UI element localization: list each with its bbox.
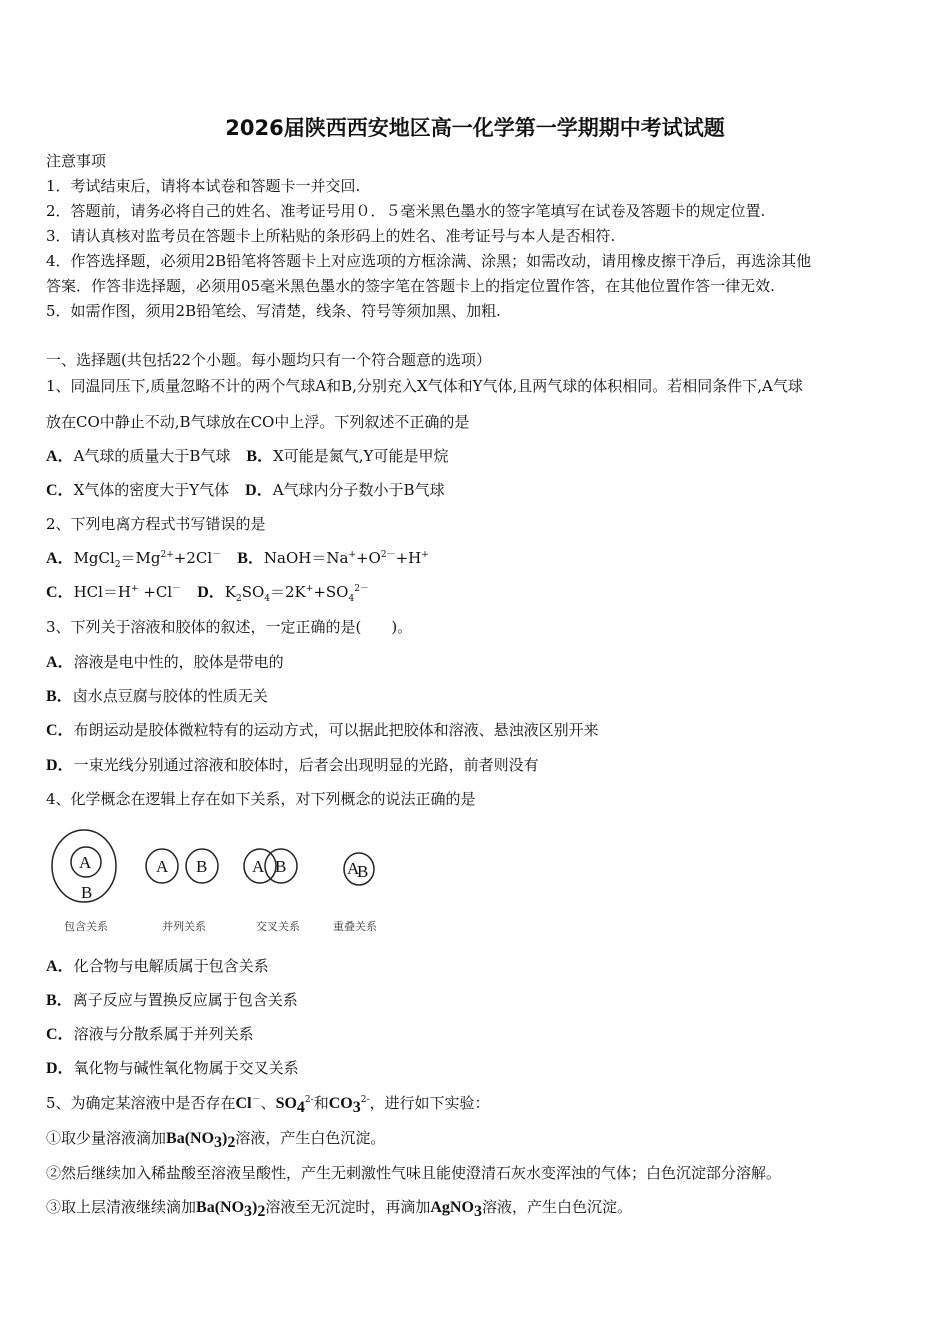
svg-text:A: A xyxy=(347,859,360,878)
option-a-formula: $MgCl_2=Mg^{2+}+2Cl^-$ xyxy=(73,549,222,570)
notice-item: 5．如需作图，须用2B铅笔绘、写清楚，线条、符号等须加黑、加粗. xyxy=(46,302,501,320)
label-overlap: 重叠关系 xyxy=(333,920,377,933)
option-d-formula: $K_2SO_4=2K^++SO_4^{2-}$ xyxy=(224,583,369,604)
option-b-text: 卤水点豆腐与胶体的性质无关 xyxy=(72,687,268,705)
svg-text:A: A xyxy=(79,853,92,872)
set-relationship-diagram xyxy=(46,826,396,936)
question-3-stem: 3、下列关于溶液和胶体的叙述，一定正确的是( )。 xyxy=(46,618,413,636)
option-letter-c: C． xyxy=(46,482,74,499)
question-5-step-3: ③取上层清液继续滴加$Ba(NO_3)_2$溶液至无沉淀时，再滴加AgNO$_3$溶液，产生白色沉淀。 xyxy=(46,1198,632,1220)
svg-text:B: B xyxy=(81,883,93,902)
option-letter-d: D． xyxy=(197,584,225,601)
option-d-text: 氧化物与碱性氧化物属于交叉关系 xyxy=(73,1059,299,1077)
notice-item: 1．考试结束后，请将本试卷和答题卡一并交回. xyxy=(46,177,361,195)
option-letter-b: B． xyxy=(46,688,73,705)
option-letter-a: A． xyxy=(46,550,74,567)
svg-text:B: B xyxy=(196,857,208,876)
question-3-option-c xyxy=(46,720,599,741)
option-letter-a: A． xyxy=(46,958,74,975)
question-4-option-d xyxy=(46,1058,299,1079)
option-letter-b: B． xyxy=(237,550,264,567)
notice-item: 4．作答选择题，必须用2B铅笔将答题卡上对应选项的方框涂满、涂黑；如需改动，请用橡皮擦干净后，再选涂其他 xyxy=(46,252,812,270)
option-letter-c: C． xyxy=(46,722,74,739)
question-4-option-c xyxy=(46,1024,254,1045)
question-1-stem-cont: 放在CO中静止不动,B气球放在CO中上浮。下列叙述不正确的是 xyxy=(46,413,470,431)
venn-circles-icon xyxy=(46,826,396,916)
notice-item: 2．答题前，请务必将自己的姓名、准考证号用０．５毫米黑色墨水的签字笔填写在试卷及答题卡的规定位置. xyxy=(46,202,766,220)
option-b-text: 离子反应与置换反应属于包含关系 xyxy=(72,991,298,1009)
question-5-step-2: ②然后继续加入稀盐酸至溶液呈酸性，产生无刺激性气味且能使澄清石灰水变浑浊的气体；白色沉淀部分溶解。 xyxy=(46,1164,782,1182)
label-intersection: 交叉关系 xyxy=(256,920,300,933)
question-1-stem: 1、同温同压下,质量忽略不计的两个气球A和B,分别充入X气体和Y气体,且两气球的体积相同。若相同条件下,A气球 xyxy=(46,377,803,395)
option-letter-c: C． xyxy=(46,1026,74,1043)
notice-heading: 注意事项 xyxy=(46,152,107,170)
option-letter-b: B． xyxy=(46,992,73,1009)
svg-text:A: A xyxy=(156,857,169,876)
question-5-step-1: ①取少量溶液滴加$Ba(NO_3)_2$溶液，产生白色沉淀。 xyxy=(46,1129,386,1151)
question-2-stem: 2、下列电离方程式书写错误的是 xyxy=(46,515,266,533)
option-c-text: 溶液与分散系属于并列关系 xyxy=(73,1025,254,1043)
question-3-option-d xyxy=(46,755,539,776)
option-c-text: X气体的密度大于Y气体 xyxy=(73,481,230,499)
question-3-option-b xyxy=(46,686,268,707)
notice-item: 3．请认真核对监考员在答题卡上所粘贴的条形码上的姓名、准考证号与本人是否相符. xyxy=(46,227,616,245)
option-a-text: 化合物与电解质属于包含关系 xyxy=(73,957,269,975)
notice-item: 答案．作答非选择题，必须用05毫米黑色墨水的签字笔在答题卡上的指定位置作答，在其他位置作答一律无效. xyxy=(46,277,775,295)
question-1-options-row-1 xyxy=(46,446,448,467)
document-title: 2026届陕西西安地区高一化学第一学期期中考试试题 xyxy=(225,116,725,140)
question-2-options-row-2 xyxy=(46,582,369,603)
option-d-text: 一束光线分别通过溶液和胶体时，后者会出现明显的光路，前者则没有 xyxy=(73,756,539,774)
option-a-text: A气球的质量大于B气球 xyxy=(73,447,231,465)
svg-text:B: B xyxy=(275,857,287,876)
question-2-options-row-1 xyxy=(46,548,429,569)
option-letter-a: A． xyxy=(46,654,74,671)
label-parallel: 并列关系 xyxy=(162,920,206,933)
svg-text:A: A xyxy=(252,857,265,876)
question-4-option-b xyxy=(46,990,298,1011)
option-letter-d: D． xyxy=(245,482,273,499)
option-letter-d: D． xyxy=(46,1060,74,1077)
question-3-option-a xyxy=(46,652,284,673)
option-c-text: 布朗运动是胶体微粒特有的运动方式，可以据此把胶体和溶液、悬浊液区别开来 xyxy=(73,721,599,739)
option-c-formula: HCl＝H+ +Cl－ xyxy=(73,583,182,601)
question-4-option-a xyxy=(46,956,269,977)
section-heading: 一、选择题(共包括22个小题。每小题均只有一个符合题意的选项） xyxy=(46,351,491,369)
option-letter-a: A． xyxy=(46,448,74,465)
question-1-options-row-2 xyxy=(46,480,445,501)
svg-text:B: B xyxy=(357,862,369,881)
option-letter-b: B． xyxy=(246,448,274,465)
option-letter-d: D． xyxy=(46,757,74,774)
option-b-formula: $NaOH=Na^++O^{2-}+H^+$ xyxy=(263,549,429,567)
question-4-stem: 4、化学概念在逻辑上存在如下关系，对下列概念的说法正确的是 xyxy=(46,790,476,808)
label-containment: 包含关系 xyxy=(64,920,108,933)
option-a-text: 溶液是电中性的，胶体是带电的 xyxy=(73,653,284,671)
option-d-text: A气球内分子数小于B气球 xyxy=(272,481,445,499)
question-5-stem: 5、为确定某溶液中是否存在Cl－、$SO_4^{2-}$和$CO_3^{2-}$，进行如下实验： xyxy=(46,1094,490,1116)
option-letter-c: C． xyxy=(46,584,74,601)
option-b-text: X可能是氮气,Y可能是甲烷 xyxy=(273,447,449,465)
